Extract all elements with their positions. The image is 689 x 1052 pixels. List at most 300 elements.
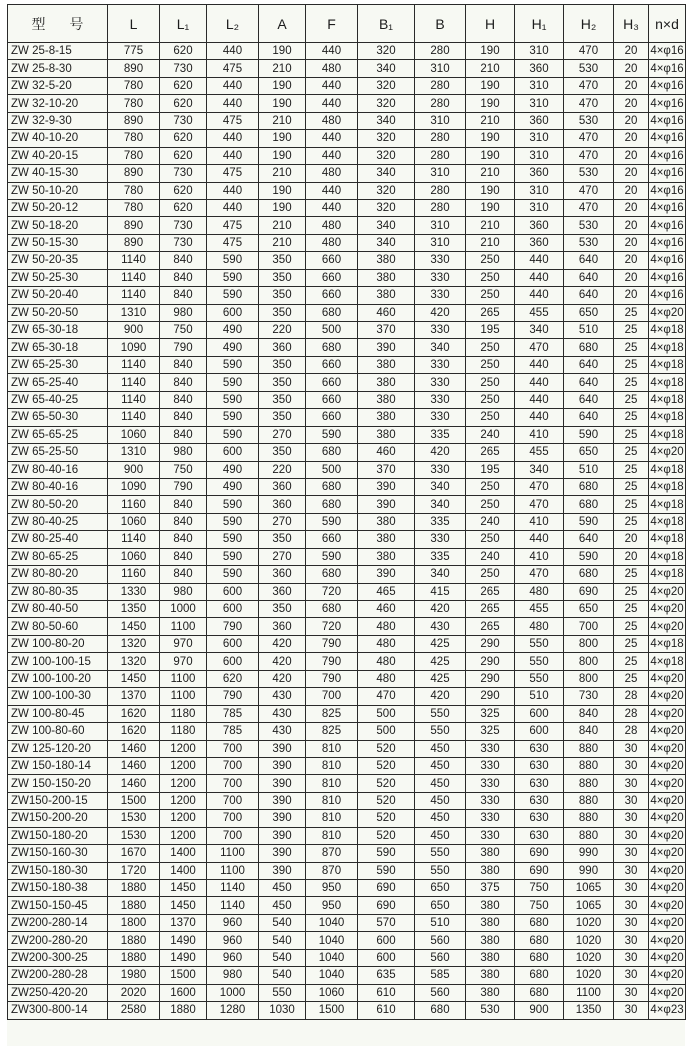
value-cell: 240 [466,513,515,530]
value-cell: 1880 [108,897,160,914]
value-cell: 1320 [108,653,160,670]
model-cell: ZW 32-10-20 [8,95,108,112]
value-cell: 490 [207,461,259,478]
value-cell: 320 [358,182,415,199]
value-cell: 330 [415,461,466,478]
value-cell: 1000 [160,601,207,618]
value-cell: 310 [415,165,466,182]
value-cell: 360 [515,60,564,77]
value-cell: 450 [415,827,466,844]
value-cell: 4×φ20 [649,601,686,618]
value-cell: 440 [515,531,564,548]
value-cell: 310 [515,199,564,216]
value-cell: 190 [259,147,306,164]
table-row [8,531,686,548]
value-cell: 330 [415,531,466,548]
value-cell: 1100 [160,688,207,705]
value-cell: 25 [614,322,649,339]
value-cell: 600 [207,635,259,652]
value-cell: 280 [415,182,466,199]
value-cell: 20 [614,112,649,129]
value-cell: 470 [564,182,614,199]
table-header-row [8,5,686,43]
value-cell: 660 [306,356,358,373]
value-cell: 790 [160,339,207,356]
model-cell: ZW 80-40-16 [8,478,108,495]
table-row [8,984,686,1001]
value-cell: 490 [207,478,259,495]
value-cell: 370 [358,461,415,478]
value-cell: 1060 [306,984,358,1001]
value-cell: 990 [564,862,614,879]
column-header: B [415,5,466,43]
value-cell: 890 [108,60,160,77]
spec-sheet [7,4,685,1046]
value-cell: 1180 [160,705,207,722]
value-cell: 330 [466,810,515,827]
value-cell: 1600 [160,984,207,1001]
value-cell: 20 [614,234,649,251]
model-cell: ZW 65-25-40 [8,374,108,391]
value-cell: 20 [614,147,649,164]
value-cell: 620 [160,43,207,60]
value-cell: 360 [259,496,306,513]
model-cell: ZW 40-15-30 [8,165,108,182]
value-cell: 680 [515,984,564,1001]
value-cell: 840 [160,269,207,286]
value-cell: 680 [306,304,358,321]
value-cell: 25 [614,374,649,391]
table-row [8,845,686,862]
value-cell: 590 [564,426,614,443]
value-cell: 980 [207,967,259,984]
value-cell: 195 [466,322,515,339]
value-cell: 810 [306,810,358,827]
value-cell: 440 [515,252,564,269]
value-cell: 450 [415,792,466,809]
value-cell: 450 [259,897,306,914]
model-cell: ZW150-150-45 [8,897,108,914]
value-cell: 790 [207,618,259,635]
column-header: L₂ [207,5,259,43]
value-cell: 280 [415,77,466,94]
value-cell: 950 [306,880,358,897]
model-cell: ZW 150-180-14 [8,757,108,774]
value-cell: 730 [160,234,207,251]
value-cell: 4×φ18 [649,409,686,426]
value-cell: 750 [515,880,564,897]
model-cell: ZW300-800-14 [8,1002,108,1019]
value-cell: 4×φ20 [649,880,686,897]
column-header: H₁ [515,5,564,43]
value-cell: 1460 [108,757,160,774]
value-cell: 20 [614,182,649,199]
value-cell: 28 [614,705,649,722]
value-cell: 330 [415,269,466,286]
value-cell: 425 [415,635,466,652]
value-cell: 220 [259,322,306,339]
table-row [8,426,686,443]
value-cell: 380 [466,862,515,879]
value-cell: 250 [466,391,515,408]
value-cell: 1350 [108,601,160,618]
value-cell: 680 [306,601,358,618]
value-cell: 330 [415,391,466,408]
value-cell: 660 [306,531,358,548]
value-cell: 1200 [160,792,207,809]
value-cell: 990 [564,845,614,862]
value-cell: 425 [415,670,466,687]
value-cell: 630 [515,740,564,757]
value-cell: 320 [358,130,415,147]
value-cell: 890 [108,217,160,234]
value-cell: 4×φ16 [649,112,686,129]
value-cell: 210 [259,234,306,251]
value-cell: 1980 [108,967,160,984]
value-cell: 4×φ18 [649,478,686,495]
value-cell: 4×φ16 [649,147,686,164]
value-cell: 1090 [108,478,160,495]
value-cell: 4×φ20 [649,967,686,984]
value-cell: 1140 [108,287,160,304]
value-cell: 640 [564,531,614,548]
value-cell: 630 [515,792,564,809]
value-cell: 4×φ20 [649,723,686,740]
value-cell: 4×φ20 [649,810,686,827]
value-cell: 440 [306,130,358,147]
value-cell: 265 [466,444,515,461]
value-cell: 470 [515,478,564,495]
value-cell: 380 [358,374,415,391]
value-cell: 780 [108,182,160,199]
value-cell: 410 [515,426,564,443]
value-cell: 25 [614,670,649,687]
value-cell: 1065 [564,897,614,914]
value-cell: 28 [614,688,649,705]
value-cell: 690 [515,845,564,862]
table-row [8,374,686,391]
value-cell: 890 [108,165,160,182]
value-cell: 560 [415,984,466,1001]
value-cell: 210 [466,112,515,129]
value-cell: 250 [466,374,515,391]
value-cell: 530 [564,60,614,77]
model-cell: ZW 100-80-20 [8,635,108,652]
value-cell: 25 [614,339,649,356]
table-row [8,130,686,147]
table-row [8,95,686,112]
value-cell: 700 [564,618,614,635]
value-cell: 800 [564,670,614,687]
value-cell: 30 [614,810,649,827]
value-cell: 790 [306,653,358,670]
value-cell: 250 [466,287,515,304]
value-cell: 240 [466,548,515,565]
value-cell: 30 [614,845,649,862]
value-cell: 360 [259,583,306,600]
value-cell: 600 [515,723,564,740]
value-cell: 25 [614,566,649,583]
value-cell: 190 [259,77,306,94]
value-cell: 840 [160,566,207,583]
value-cell: 1030 [259,1002,306,1019]
table-row [8,269,686,286]
model-cell: ZW 50-20-50 [8,304,108,321]
value-cell: 590 [207,391,259,408]
value-cell: 20 [614,77,649,94]
value-cell: 330 [415,409,466,426]
value-cell: 310 [515,182,564,199]
value-cell: 475 [207,217,259,234]
model-cell: ZW 100-100-15 [8,653,108,670]
value-cell: 530 [466,1002,515,1019]
value-cell: 660 [306,374,358,391]
value-cell: 1320 [108,635,160,652]
value-cell: 840 [160,356,207,373]
value-cell: 590 [207,426,259,443]
value-cell: 450 [259,880,306,897]
model-cell: ZW 65-30-18 [8,339,108,356]
table-row [8,583,686,600]
value-cell: 620 [160,95,207,112]
value-cell: 550 [515,670,564,687]
value-cell: 350 [259,444,306,461]
value-cell: 4×φ18 [649,461,686,478]
value-cell: 380 [466,914,515,931]
value-cell: 310 [415,112,466,129]
value-cell: 590 [207,531,259,548]
value-cell: 340 [358,60,415,77]
value-cell: 785 [207,705,259,722]
model-cell: ZW 65-25-50 [8,444,108,461]
value-cell: 4×φ18 [649,339,686,356]
table-row [8,304,686,321]
value-cell: 590 [358,845,415,862]
value-cell: 430 [259,723,306,740]
value-cell: 440 [306,199,358,216]
value-cell: 4×φ23 [649,1002,686,1019]
table-row [8,897,686,914]
model-cell: ZW 50-15-30 [8,234,108,251]
value-cell: 4×φ18 [649,322,686,339]
value-cell: 430 [415,618,466,635]
value-cell: 730 [160,112,207,129]
value-cell: 325 [466,723,515,740]
model-cell: ZW 100-80-45 [8,705,108,722]
model-cell: ZW 32-9-30 [8,112,108,129]
table-row [8,461,686,478]
value-cell: 1180 [160,723,207,740]
value-cell: 350 [259,601,306,618]
value-cell: 600 [358,932,415,949]
value-cell: 380 [358,287,415,304]
value-cell: 420 [259,635,306,652]
table-row [8,723,686,740]
value-cell: 950 [306,897,358,914]
value-cell: 970 [160,653,207,670]
table-row [8,757,686,774]
value-cell: 4×φ16 [649,234,686,251]
value-cell: 380 [358,252,415,269]
value-cell: 480 [515,618,564,635]
table-row [8,147,686,164]
value-cell: 510 [515,688,564,705]
value-cell: 600 [207,601,259,618]
value-cell: 325 [466,705,515,722]
value-cell: 810 [306,757,358,774]
value-cell: 810 [306,740,358,757]
value-cell: 1100 [160,670,207,687]
value-cell: 620 [160,182,207,199]
value-cell: 455 [515,304,564,321]
value-cell: 30 [614,967,649,984]
value-cell: 650 [564,601,614,618]
value-cell: 265 [466,618,515,635]
table-row [8,792,686,809]
value-cell: 4×φ16 [649,130,686,147]
value-cell: 310 [415,234,466,251]
value-cell: 350 [259,304,306,321]
value-cell: 480 [358,653,415,670]
value-cell: 330 [466,792,515,809]
value-cell: 620 [160,199,207,216]
value-cell: 700 [207,810,259,827]
value-cell: 840 [160,496,207,513]
value-cell: 480 [306,112,358,129]
table-row [8,827,686,844]
value-cell: 190 [259,43,306,60]
value-cell: 4×φ20 [649,688,686,705]
value-cell: 1310 [108,304,160,321]
value-cell: 790 [306,635,358,652]
value-cell: 390 [259,810,306,827]
value-cell: 500 [358,723,415,740]
value-cell: 1200 [160,740,207,757]
value-cell: 340 [415,566,466,583]
value-cell: 550 [259,984,306,1001]
value-cell: 420 [259,670,306,687]
value-cell: 680 [515,932,564,949]
value-cell: 360 [259,618,306,635]
value-cell: 680 [306,339,358,356]
value-cell: 1200 [160,775,207,792]
column-header: n×d [649,5,686,43]
value-cell: 1500 [160,967,207,984]
value-cell: 590 [358,862,415,879]
value-cell: 680 [564,478,614,495]
model-cell: ZW 50-20-40 [8,287,108,304]
value-cell: 1490 [160,932,207,949]
table-row [8,77,686,94]
value-cell: 340 [358,165,415,182]
value-cell: 350 [259,531,306,548]
value-cell: 475 [207,165,259,182]
value-cell: 4×φ18 [649,496,686,513]
value-cell: 30 [614,792,649,809]
value-cell: 1065 [564,880,614,897]
value-cell: 340 [358,217,415,234]
table-row [8,566,686,583]
value-cell: 470 [564,130,614,147]
value-cell: 390 [358,566,415,583]
value-cell: 1000 [207,984,259,1001]
table-row [8,112,686,129]
value-cell: 700 [207,792,259,809]
value-cell: 640 [564,409,614,426]
value-cell: 1100 [207,862,259,879]
value-cell: 440 [306,182,358,199]
model-cell: ZW150-180-20 [8,827,108,844]
value-cell: 350 [259,252,306,269]
value-cell: 1490 [160,949,207,966]
value-cell: 900 [108,461,160,478]
model-cell: ZW 80-40-50 [8,601,108,618]
value-cell: 590 [306,548,358,565]
model-cell: ZW 80-40-25 [8,513,108,530]
value-cell: 880 [564,757,614,774]
value-cell: 4×φ20 [649,740,686,757]
value-cell: 425 [415,653,466,670]
value-cell: 340 [415,496,466,513]
value-cell: 250 [466,531,515,548]
value-cell: 1330 [108,583,160,600]
model-cell: ZW 65-30-18 [8,322,108,339]
value-cell: 420 [415,444,466,461]
value-cell: 650 [564,444,614,461]
value-cell: 680 [515,949,564,966]
value-cell: 4×φ20 [649,618,686,635]
value-cell: 880 [564,775,614,792]
value-cell: 700 [207,775,259,792]
value-cell: 4×φ18 [649,531,686,548]
value-cell: 460 [358,444,415,461]
value-cell: 30 [614,880,649,897]
model-cell: ZW 65-50-30 [8,409,108,426]
value-cell: 380 [466,932,515,949]
value-cell: 500 [358,705,415,722]
model-cell: ZW 25-8-30 [8,60,108,77]
table-row [8,705,686,722]
value-cell: 550 [415,723,466,740]
table-row [8,932,686,949]
value-cell: 350 [259,269,306,286]
value-cell: 780 [108,95,160,112]
value-cell: 680 [306,444,358,461]
value-cell: 420 [415,601,466,618]
value-cell: 4×φ16 [649,252,686,269]
value-cell: 390 [259,792,306,809]
value-cell: 680 [564,566,614,583]
table-row [8,548,686,565]
value-cell: 390 [259,845,306,862]
value-cell: 470 [515,566,564,583]
value-cell: 1140 [108,374,160,391]
value-cell: 440 [515,391,564,408]
value-cell: 20 [614,548,649,565]
value-cell: 500 [306,461,358,478]
value-cell: 1720 [108,862,160,879]
value-cell: 370 [358,322,415,339]
column-header: B₁ [358,5,415,43]
value-cell: 320 [358,147,415,164]
table-row [8,601,686,618]
value-cell: 265 [466,304,515,321]
value-cell: 550 [415,845,466,862]
value-cell: 320 [358,95,415,112]
value-cell: 20 [614,217,649,234]
value-cell: 330 [415,287,466,304]
value-cell: 190 [259,130,306,147]
